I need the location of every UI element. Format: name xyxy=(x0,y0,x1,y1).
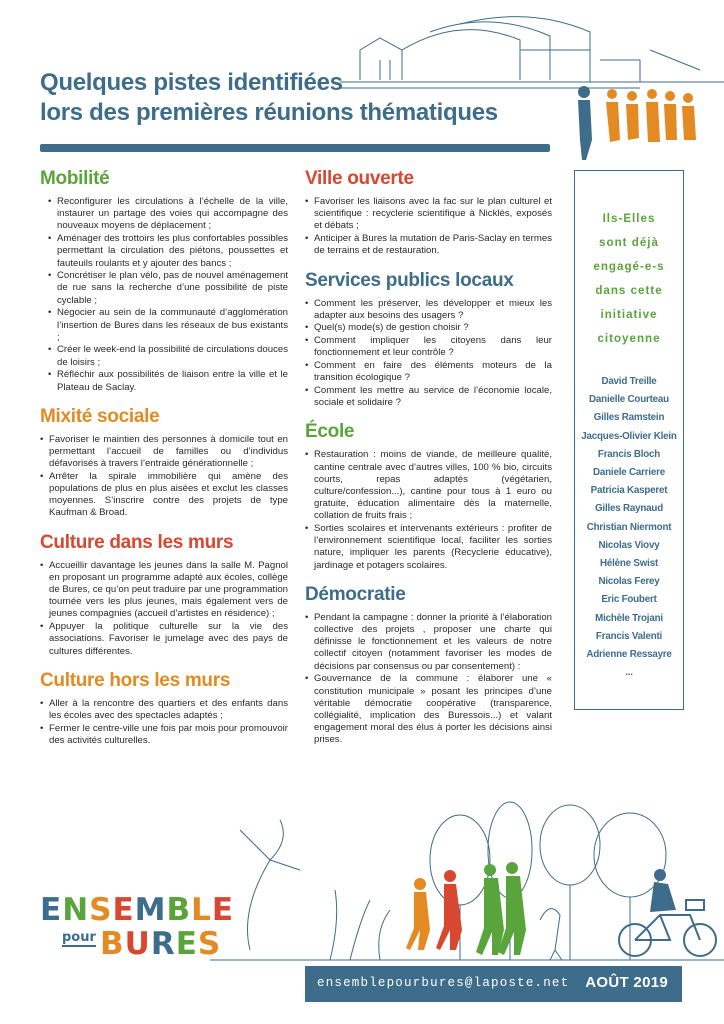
list-item: • Quel(s) mode(s) de gestion choisir ? xyxy=(305,322,552,334)
signatory-name: Gilles Raynaud xyxy=(595,503,663,515)
signatories-panel xyxy=(574,170,684,710)
list-item: • Créer le week-end la possibilité de circulations douces de loisirs ; xyxy=(48,344,288,368)
logo-letter: L xyxy=(191,892,212,928)
list-item: • Comment impliquer les citoyens dans leur fonctionnement et leur contrôle ? xyxy=(305,335,552,359)
signatory-name: Christian Niermont xyxy=(586,521,672,533)
logo-word-pour: pour xyxy=(62,930,96,945)
logo-letter: R xyxy=(150,926,176,962)
contact-email[interactable]: ensemblepourbures@laposte.net xyxy=(317,976,570,990)
title-line-1: Quelques pistes identifiées xyxy=(40,69,343,96)
logo-word-ensemble xyxy=(40,893,234,927)
signatory-name: Michèle Trojani xyxy=(595,612,663,624)
logo-letter: E xyxy=(112,892,135,928)
intro-line: citoyenne xyxy=(597,332,661,345)
section-heading-culture-murs: Culture dans les murs xyxy=(40,531,234,553)
intro-line: dans cette xyxy=(595,284,663,297)
list-item: • Aménager des trottoirs les plus confortables possibles permettant la circulation des piétons, poussettes et fauteuils roulants et y ajouter des bancs ; xyxy=(48,233,288,270)
list-ecole xyxy=(305,449,552,572)
logo-letter: E xyxy=(211,892,235,928)
signatory-name: Nicolas Viovy xyxy=(598,539,660,551)
logo-word-bures xyxy=(100,927,221,961)
list-item: • Appuyer la politique culturelle sur la vie des associations. Favoriser le jumelage avec des pays de cultures différentes. xyxy=(40,621,288,658)
list-item: • Négocier au sein de la communauté d’agglomération l’insertion de Bures dans les réseaux de bus existants ; xyxy=(48,307,288,344)
signatory-name: Danielle Courteau xyxy=(589,394,669,406)
cyclist-icon xyxy=(619,869,716,956)
logo-letter: S xyxy=(89,892,113,928)
signatory-name: Patricia Kasperet xyxy=(590,485,668,497)
intro-line: Ils-Elles xyxy=(602,212,656,225)
list-item: • Aller à la rencontre des quartiers et des enfants dans les écoles avec des spectacles adaptés ; xyxy=(40,698,288,722)
list-item: • Gouvernance de la commune : élaborer une « constitution municipale » posant les principes d’une véritable démocratie coopérative (transparence, collégialité, implication des Buressois...) et valant engagement moral des élus à porter les décisions ainsi prises. xyxy=(305,673,552,746)
logo-letter: M xyxy=(134,892,167,928)
list-item: • Anticiper à Bures la mutation de Paris-Saclay en termes de terrains et de restauration. xyxy=(305,233,552,257)
section-heading-services: Services publics locaux xyxy=(305,269,514,291)
left-column xyxy=(40,168,288,759)
ensemble-pour-bures-logo xyxy=(40,893,240,963)
footer-bar xyxy=(305,966,682,1002)
list-mobilite xyxy=(40,196,288,394)
logo-letter: N xyxy=(62,892,90,928)
list-item: • Réfléchir aux possibilités de liaison entre la ville et le Plateau de Saclay. xyxy=(48,369,288,393)
signatory-name: Hélène Swist xyxy=(599,558,659,570)
section-heading-mobilite: Mobilité xyxy=(40,168,110,189)
title-line-2: lors des premières réunions thématiques xyxy=(40,99,498,126)
list-item: • Comment les mettre au service de l’économie locale, sociale et solidaire ? xyxy=(305,385,552,409)
logo-letter: B xyxy=(100,926,125,962)
section-heading-ville-ouverte: Ville ouverte xyxy=(305,168,414,189)
list-item: • Restauration : moins de viande, de meilleure qualité, cantine centrale avec d’autres villes, 100 % bio, circuits courts, repas adaptés (végétarien, culture/confession...), cantine pour tous à 1 euro ou gratuite, éducation alimentaire dès la maternelle, collation de fruits frais ; xyxy=(305,449,552,522)
signatory-name: Francis Valenti xyxy=(595,630,663,642)
logo-letter: B xyxy=(166,892,192,928)
signatory-name: Jacques-Olivier Klein xyxy=(581,430,677,442)
signatory-name: Adrienne Ressayre xyxy=(586,649,672,661)
logo-letter: E xyxy=(40,892,63,928)
list-item: • Favoriser le maintien des personnes à domicile tout en permettant l’accueil de familles ou d’individus défavorisés à travers l’entraide générationnelle ; xyxy=(40,434,288,471)
title-divider xyxy=(40,144,550,152)
section-heading-culture-hors: Culture hors les murs xyxy=(40,669,231,691)
list-ville-ouverte xyxy=(305,196,552,258)
logo-letter: S xyxy=(197,926,222,962)
logo-letter: E xyxy=(175,926,198,962)
list-item: • Fermer le centre-ville une fois par mois pour promouvoir des activités culturelles. xyxy=(40,723,288,747)
list-item: • Sorties scolaires et intervenants extérieurs : profiter de l’environnement scientifique local, faciliter les sorties nature, impliquer les parents (Recyclerie éducative), jardinage et potagers scolaires. xyxy=(305,523,552,572)
signatory-name: Nicolas Ferey xyxy=(598,576,660,588)
list-item: • Pendant la campagne : donner la priorité à l’élaboration collective des projets , proposer une charte qui définisse le fonctionnement et les valeurs de notre collectif citoyen (notamment favoriser les modes de décisions par consensus ou par consentement) : xyxy=(305,612,552,673)
list-democratie xyxy=(305,612,552,747)
signatories-intro xyxy=(575,207,683,351)
signatory-ellipsis: ... xyxy=(625,667,633,679)
walkers-icon xyxy=(406,862,526,955)
signatory-name: David Treille xyxy=(601,376,657,387)
list-item: • Favoriser les liaisons avec la fac sur le plan culturel et scientifique : recyclerie scientifique à Nicklès, exposés et débats ; xyxy=(305,196,552,233)
intro-line: sont déjà xyxy=(599,236,659,249)
list-mixite xyxy=(40,434,288,520)
list-culture-hors xyxy=(40,698,288,747)
list-item: • Comment en faire des éléments moteurs de la transition écologique ? xyxy=(305,360,552,384)
list-item: • Reconfigurer les circulations à l’échelle de la ville, instaurer un partage des voies qui accompagne des nouveaux moyens de déplacement ; xyxy=(48,196,288,233)
page-title xyxy=(40,68,510,128)
list-item: • Arrêter la spirale immobilière qui amène des populations de plus en plus aisées et exclut les classes moyennes. S’inscrire contre des projets de type Kaufman & Broad. xyxy=(40,471,288,520)
intro-line: initiative xyxy=(600,308,658,321)
signatory-name: Gilles Ramstein xyxy=(593,412,665,424)
signatories-list xyxy=(575,373,683,682)
list-culture-murs xyxy=(40,560,288,658)
list-item: • Accueillir davantage les jeunes dans la salle M. Pagnol en proposant un programme adapté aux écoles, collège de Bures, ce qu’on peut traduire par une programmation tournée vers les plus jeunes, mais également vers de jeunes compagnies (accueil d’artistes en résidence) ; xyxy=(40,560,288,621)
landscape-illustration xyxy=(210,800,724,965)
section-heading-mixite: Mixité sociale xyxy=(40,405,160,427)
middle-column xyxy=(305,168,552,759)
logo-letter: U xyxy=(124,926,151,962)
section-heading-ecole: École xyxy=(305,421,355,443)
list-item: • Concrétiser le plan vélo, pas de nouvel aménagement de rue sans la recherche d’une possibilité de piste cyclable ; xyxy=(48,270,288,307)
section-heading-democratie: Démocratie xyxy=(305,583,406,605)
signatory-name: Daniele Carriere xyxy=(593,467,665,479)
list-services xyxy=(305,298,552,410)
list-item: • Comment les préserver, les développer et mieux les adapter aux besoins des usagers ? xyxy=(305,298,552,322)
people-group-icon xyxy=(578,86,696,160)
signatory-name: Francis Bloch xyxy=(597,448,661,460)
signatory-name: Eric Foubert xyxy=(601,594,657,606)
issue-date: AOÛT 2019 xyxy=(585,974,668,991)
intro-line: engagé-e-s xyxy=(593,260,665,273)
